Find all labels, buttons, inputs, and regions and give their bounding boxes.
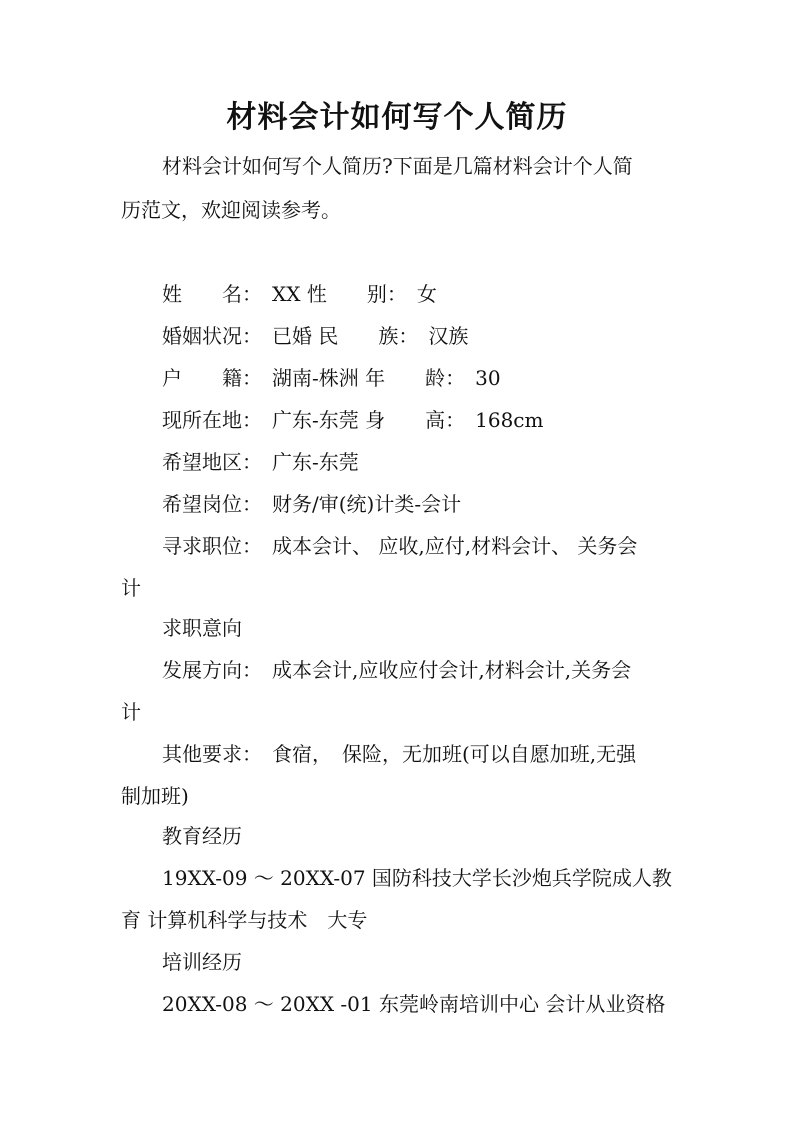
intent-heading: 求职意向 [162, 616, 242, 640]
training-heading: 培训经历 [162, 950, 242, 974]
field-name-gender: 姓 名： XX 性 别： 女 [162, 282, 437, 306]
direction-line-2: 计 [121, 700, 141, 724]
other-line-1: 其他要求： 食宿， 保险，无加班(可以自愿加班,无强 [162, 742, 637, 766]
field-desired-post: 希望岗位： 财务/审(统)计类-会计 [162, 492, 462, 516]
field-desired-region: 希望地区： 广东-东莞 [162, 450, 359, 474]
intro-line-1: 材料会计如何写个人简历?下面是几篇材料会计个人简 [162, 154, 633, 178]
job-seek-line-1: 寻求职位： 成本会计、 应收,应付,材料会计、 关务会 [162, 534, 638, 558]
job-seek-line-2: 计 [121, 576, 141, 600]
field-marital-ethnicity: 婚姻状况： 已婚 民 族： 汉族 [162, 324, 469, 348]
field-location-height: 现所在地： 广东-东莞 身 高： 168cm [162, 408, 544, 432]
education-line-2: 育 计算机科学与技术 大专 [121, 908, 368, 932]
other-line-2: 制加班) [121, 784, 189, 808]
page-title: 材料会计如何写个人简历 [226, 100, 568, 135]
education-line-1: 19XX-09 ～ 20XX-07 国防科技大学长沙炮兵学院成人教 [162, 866, 672, 890]
training-line-1: 20XX-08 ～ 20XX -01 东莞岭南培训中心 会计从业资格 [162, 992, 666, 1016]
education-heading: 教育经历 [162, 824, 242, 848]
field-hukou-age: 户 籍： 湖南-株洲 年 龄： 30 [162, 366, 501, 390]
intro-line-2: 历范文，欢迎阅读参考。 [121, 198, 341, 222]
direction-line-1: 发展方向： 成本会计,应收应付会计,材料会计,关务会 [162, 658, 632, 682]
